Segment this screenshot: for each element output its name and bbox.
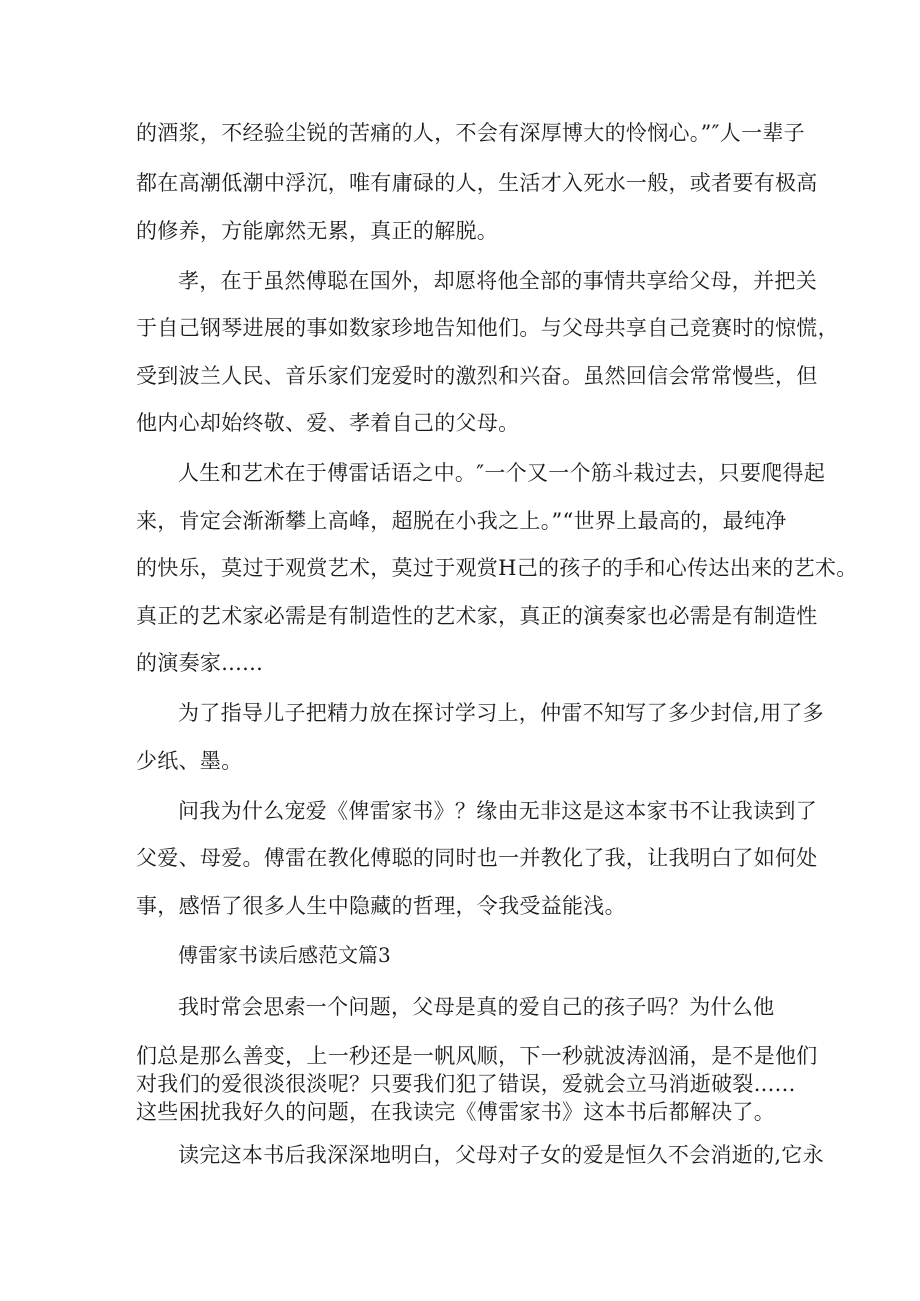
paragraph-5-line-2: 父爱、母爱。傅雷在教化傅聪的同时也一并教化了我，让我明白了如何处 [136,846,818,870]
paragraph-3-line-2: 来，肯定会渐渐攀上高峰，超脱在小我之上。”“世界上最高的，最纯净 [136,509,787,533]
paragraph-4-line-1: 为了指导儿子把精力放在探讨学习上，仲雷不知写了多少封信,用了多 [178,701,824,725]
paragraph-5-line-3: 事，感悟了很多人生中隐藏的哲理，令我受益能浅。 [136,894,626,918]
paragraph-1-line-3: 的修养，方能廓然无累，真正的解脱。 [136,219,499,243]
paragraph-6-line-1: 我时常会思索一个问题，父母是真的爱自己的孩子吗？为什么他 [178,995,775,1019]
paragraph-2-line-1: 孝，在于虽然傅聪在国外，却愿将他全部的事情共享给父母，并把关 [178,269,817,293]
paragraph-5-line-1: 问我为什么宠爱《俾雷家书》？缘由无非这是这本家书不让我读到了 [178,799,817,823]
paragraph-1-line-1: 的酒浆，不经验尘锐的苦痛的人，不会有深厚博大的怜悯心。”″人一辈子 [136,121,805,145]
section-heading: 傅雷家书读后感范文篇3 [178,943,391,967]
paragraph-3-line-4: 真正的艺术家必需是有制造性的艺术家，真正的演奏家也必需是有制造性 [136,604,818,628]
paragraph-6-line-4: 这些困扰我好久的问题，在我读完《傅雷家书》这本书后都解决了。 [136,1100,775,1124]
paragraph-6-line-3: 对我们的爱很淡很淡呢？只要我们犯了错误，爱就会立马消逝破裂...... [136,1072,796,1096]
paragraph-2-line-4: 他内心却始终敬、爱、孝着自己的父母。 [136,411,520,435]
paragraph-3-line-3: 的快乐，莫过于观赏艺术，莫过于观赏H己的孩子的手和心传达出来的艺术。 [136,556,858,580]
paragraph-3-line-5: 的演奏家...... [136,651,264,675]
paragraph-4-line-2: 少纸、墨。 [136,749,243,773]
paragraph-1-line-2: 都在高潮低潮中浮沉，唯有庸碌的人，生活才入死水一般，或者要有极高 [136,171,818,195]
paragraph-7-line-1: 读完这本书后我深深地明白，父母对子女的爱是恒久不会消逝的,它永 [178,1143,824,1167]
paragraph-3-line-1: 人生和艺术在于傅雷话语之中。″一个又一个筋斗栽过去，只要爬得起 [178,461,826,485]
paragraph-2-line-3: 受到波兰人民、音乐家们宠爱时的激烈和兴奋。虽然回信会常常慢些，但 [136,364,818,388]
paragraph-6-line-2: 们总是那么善变，上一秒还是一帆风顺，下一秒就波涛汹涌，是不是他们 [136,1044,818,1068]
paragraph-2-line-2: 于自己钢琴进展的事如数家珍地告知他们。与父母共享自己竞赛时的惊慌， [136,316,839,340]
